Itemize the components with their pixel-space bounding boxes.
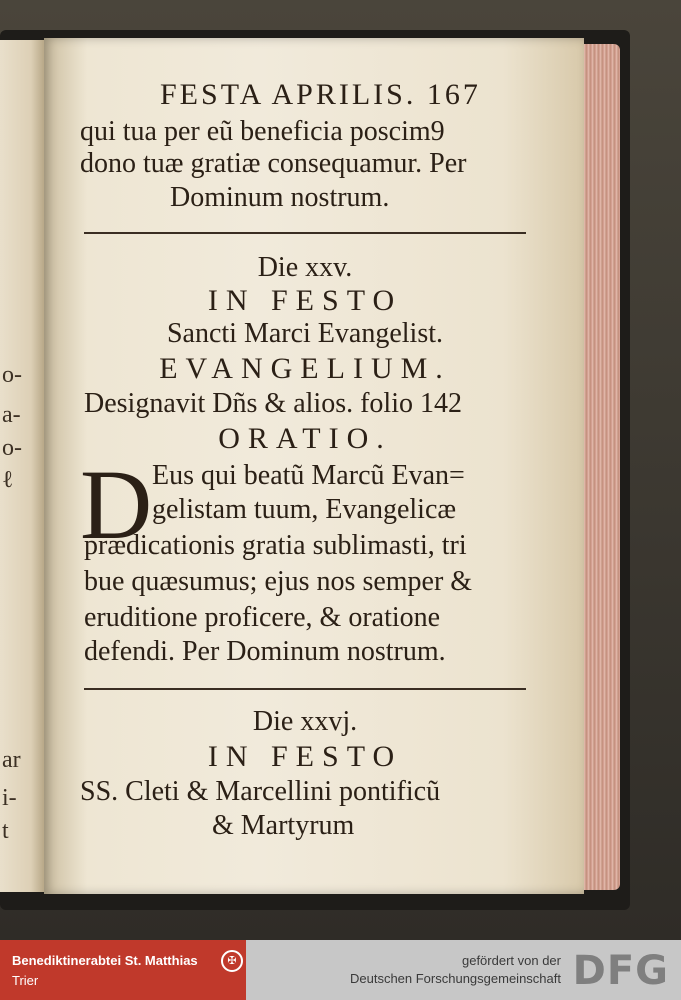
prayer-line: defendi. Per Dominum nostrum. <box>84 636 446 667</box>
funding-line-1: gefördert von der <box>461 953 561 968</box>
prayer-line: Eus qui beatũ Marcũ Evan= <box>152 460 465 491</box>
drop-cap: D <box>80 449 153 560</box>
left-margin-text <box>0 40 44 892</box>
saint-name: Sancti Marci Evangelist. <box>166 318 444 349</box>
intro-line: qui tua per eũ beneficia poscim9 <box>80 116 445 147</box>
prayer-line: gelistam tuum, Evangelicæ <box>152 494 457 525</box>
feast-heading: IN FESTO <box>207 284 403 317</box>
funding-note <box>350 952 561 988</box>
margin-fragment: ℓ <box>2 467 14 493</box>
margin-fragment: t <box>2 818 9 844</box>
divider-rule <box>84 232 526 234</box>
left-page-edge <box>0 40 44 892</box>
running-header: FESTA APRILIS. 167 <box>160 78 481 111</box>
margin-fragment: i- <box>2 785 17 811</box>
gospel-heading: EVANGELIUM. <box>159 352 451 385</box>
day-heading: Die xxvj. <box>252 706 358 737</box>
saint-line: & Martyrum <box>212 810 355 841</box>
prayer-line: bue quæsumus; ejus nos semper & <box>84 566 473 597</box>
funding-line-2: Deutschen Forschungsgemeinschaft <box>349 971 561 986</box>
dfg-logo[interactable]: DFG <box>572 948 669 994</box>
page-edges-red <box>582 44 620 890</box>
abbey-logo-icon: ✠ <box>221 950 243 972</box>
footer-bar <box>0 940 681 1000</box>
oratio-heading: ORATIO. <box>218 422 392 455</box>
divider-rule <box>84 688 526 690</box>
institution-block[interactable] <box>0 940 246 1000</box>
margin-fragment: o- <box>2 435 22 461</box>
prayer-line: eruditione proficere, & oratione <box>84 602 441 633</box>
margin-fragment: a- <box>2 402 21 428</box>
intro-line: dono tuæ gratiæ consequamur. Per <box>80 148 467 179</box>
gospel-reference: Designavit Dñs & alios. folio 142 <box>84 388 462 419</box>
margin-fragment: o- <box>2 362 22 388</box>
day-heading: Die xxv. <box>257 252 353 283</box>
intro-line: Dominum nostrum. <box>170 182 390 213</box>
institution-city: Trier <box>12 973 39 988</box>
feast-heading: IN FESTO <box>207 740 403 773</box>
margin-fragment: ar <box>2 747 21 773</box>
institution-name: Benediktinerabtei St. Matthias <box>12 953 198 968</box>
saint-line: SS. Cleti & Marcellini pontificũ <box>80 776 441 807</box>
prayer-line: prædicationis gratia sublimasti, tri <box>84 530 467 561</box>
